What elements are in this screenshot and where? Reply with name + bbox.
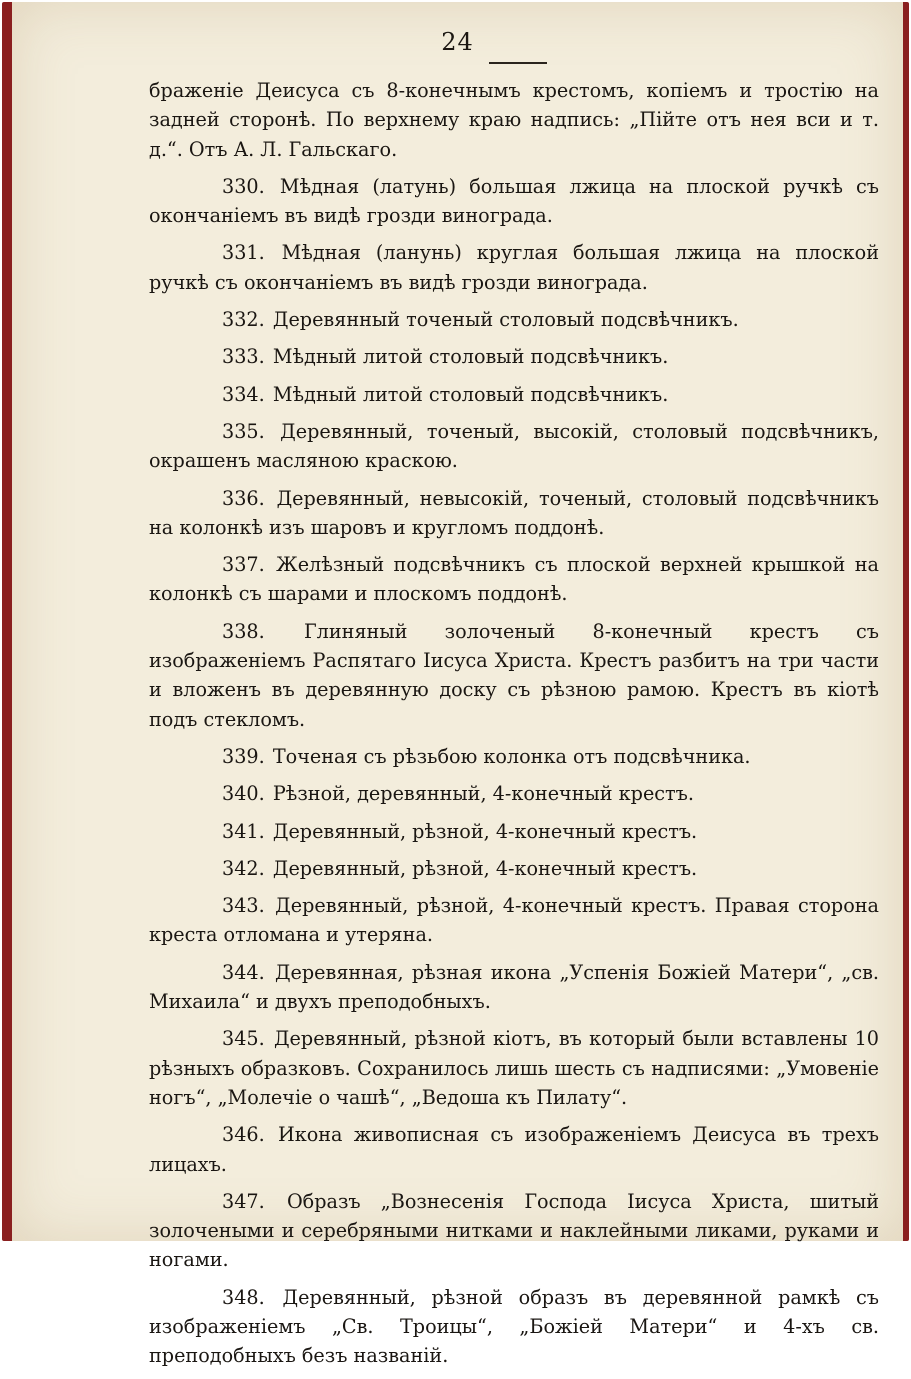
entry-text: Деревянный, рѣзной, 4-конечный крестъ. bbox=[272, 819, 698, 843]
entry-text: Деревянный, точеный, высокій, столовый подсвѣчникъ, окрашенъ масляною краскою. bbox=[149, 419, 879, 473]
entry-text: Деревянный точеный столовый подсвѣчникъ. bbox=[272, 308, 739, 332]
catalog-entry-335 bbox=[149, 417, 879, 476]
entry-number: 336. bbox=[222, 486, 265, 510]
catalog-entry-332 bbox=[149, 305, 879, 334]
entry-text: Мѣдный литой столовый подсвѣчникъ. bbox=[272, 382, 669, 406]
entry-text: Деревянная, рѣзная икона „Успенія Божіей Матери“, „св. Михаила“ и двухъ преподобныхъ. bbox=[149, 960, 879, 1014]
entry-text: Деревянный, рѣзной, 4-конечный крестъ. Правая сторона креста отломана и утеряна. bbox=[149, 894, 879, 947]
catalog-entry-341 bbox=[149, 817, 879, 846]
catalog-entry-342 bbox=[149, 854, 879, 883]
scan-frame bbox=[2, 2, 909, 1368]
entry-number: 342. bbox=[222, 856, 265, 880]
entry-number: 344. bbox=[222, 960, 265, 984]
entry-number: 348. bbox=[222, 1285, 265, 1309]
entry-number: 343. bbox=[222, 894, 265, 918]
page-number: 24 bbox=[441, 28, 474, 56]
entry-text: Образъ „Вознесенія Господа Іисуса Христа, шитый золочеными и серебряными нитками и наклейными ликами, руками и ногами. bbox=[149, 1189, 880, 1272]
catalog-entry-333 bbox=[149, 342, 879, 371]
entry-number: 337. bbox=[222, 553, 265, 577]
entry-text: Деревянный, рѣзной кіотъ, въ который были вставлены 10 рѣзныхъ образковъ. Сохранилось лишь шесть съ надписями: „Умовеніе ногъ“, „Молечіе о чашѣ“, „Ведоша къ Пилату“. bbox=[149, 1027, 879, 1109]
catalog-entry-344 bbox=[149, 958, 879, 1017]
entry-number: 340. bbox=[222, 782, 265, 806]
catalog-entry-348 bbox=[149, 1283, 879, 1371]
catalog-entry-347 bbox=[149, 1187, 879, 1275]
entry-text: браженіе Деисуса съ 8-конечнымъ крестомъ, копіемъ и тростію на задней сторонѣ. По верхнему краю надпись: „Пійте отъ нея вси и т. д.“. Отъ А. Л. Гальскаго. bbox=[149, 79, 879, 161]
entry-number: 335. bbox=[222, 419, 265, 443]
catalog-entry-343 bbox=[149, 891, 879, 950]
entry-number: 338. bbox=[222, 619, 265, 643]
entry-number: 334. bbox=[222, 382, 265, 406]
entry-text: Икона живописная съ изображеніемъ Деисуса въ трехъ лицахъ. bbox=[149, 1123, 879, 1176]
page-number-underline bbox=[489, 62, 547, 64]
book-page bbox=[12, 2, 903, 1368]
entry-number: 333. bbox=[222, 345, 265, 369]
entry-number: 331. bbox=[222, 241, 265, 265]
entry-number: 339. bbox=[222, 744, 265, 768]
catalog-entry-339 bbox=[149, 742, 879, 771]
entry-number: 346. bbox=[222, 1123, 265, 1147]
catalog-entry-330 bbox=[149, 172, 879, 231]
entry-text: Деревянный, рѣзной, 4-конечный крестъ. bbox=[272, 856, 698, 880]
catalog-entry-345 bbox=[149, 1024, 879, 1112]
entry-text: Деревянный, рѣзной образъ въ деревянной рамкѣ съ изображеніемъ „Св. Троицы“, „Божіей Матери“ и 4-хъ св. преподобныхъ безъ названій. bbox=[149, 1285, 879, 1368]
catalog-entry-336 bbox=[149, 484, 879, 543]
catalog-entry-338 bbox=[149, 617, 879, 734]
entry-number: 345. bbox=[222, 1027, 265, 1051]
catalog-entry-337 bbox=[149, 550, 879, 609]
catalog-entry-340 bbox=[149, 779, 879, 808]
entry-text: Мѣдный литой столовый подсвѣчникъ. bbox=[272, 345, 669, 369]
entry-text: Глиняный золоченый 8-конечный крестъ съ изображеніемъ Распятаго Іисуса Христа. Крестъ разбитъ на три части и вложенъ въ деревянную доску съ рѣзною рамою. Крестъ въ кіотѣ подъ стекломъ. bbox=[149, 619, 879, 731]
entry-text: Мѣдная (ланунь) круглая большая лжица на плоской ручкѣ съ окончаніемъ въ видѣ грозди винограда. bbox=[149, 241, 879, 294]
entry-number: 347. bbox=[222, 1189, 265, 1213]
entry-text: Рѣзной, деревянный, 4-конечный крестъ. bbox=[272, 782, 694, 806]
catalog-entry-334 bbox=[149, 380, 879, 409]
catalog-entry-continuation bbox=[149, 76, 879, 164]
entry-text: Мѣдная (латунь) большая лжица на плоской ручкѣ съ окончаніемъ въ видѣ грозди винограда. bbox=[149, 174, 880, 228]
entry-text: Желѣзный подсвѣчникъ съ плоской верхней крышкой на колонкѣ съ шарами и плоскомъ поддонѣ. bbox=[149, 553, 879, 606]
catalog-entry-331 bbox=[149, 238, 879, 297]
entry-number: 330. bbox=[222, 174, 265, 198]
entry-text: Деревянный, невысокій, точеный, столовый подсвѣчникъ на колонкѣ изъ шаровъ и кругломъ поддонѣ. bbox=[149, 486, 879, 539]
catalog-entry-346 bbox=[149, 1120, 879, 1179]
entry-text: Точеная съ рѣзьбою колонка отъ подсвѣчника. bbox=[272, 744, 751, 768]
entry-number: 332. bbox=[222, 308, 265, 332]
catalog-text bbox=[149, 76, 879, 1379]
entry-number: 341. bbox=[222, 819, 265, 843]
